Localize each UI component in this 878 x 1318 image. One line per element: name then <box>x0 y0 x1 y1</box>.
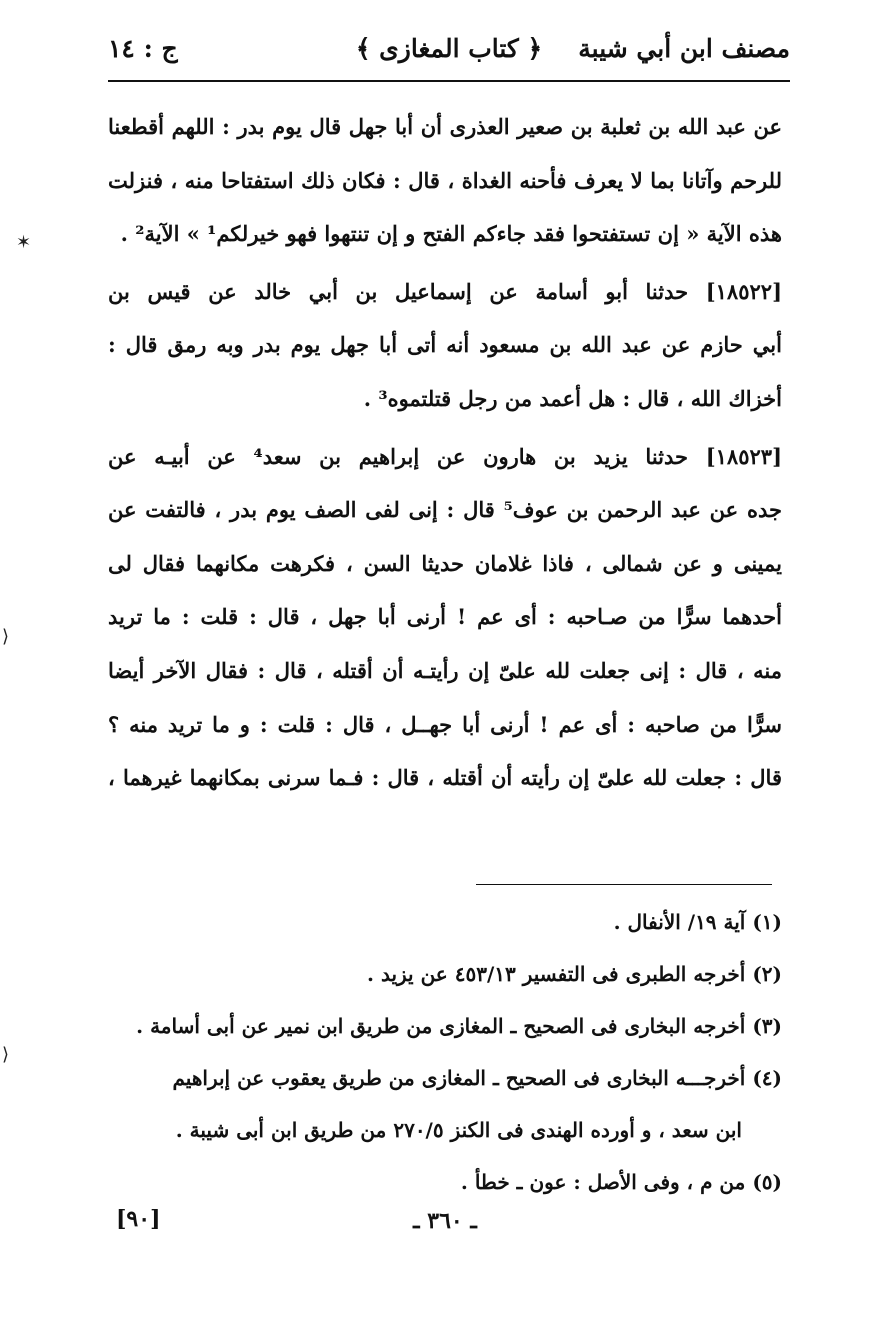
text-line: منه ، قال : إنى جعلت لله علىّ إن رأيتـه أن أقتله ، قال : فقال الآخر أيضا <box>108 657 782 683</box>
text-line: أحدهما سرًّا من صـاحبه : أى عم ! أرنى أبا جهل ، قال : قلت : ما تريد <box>108 604 782 630</box>
footnote-2: (٢) أخرجه الطبرى فى التفسير ٤٥٣/١٣ عن يزيد . <box>367 962 782 986</box>
text-line: عن عبد الله بن ثعلبة بن صعير العذرى أن أبا جهل قال يوم بدر : اللهم أقطعنا <box>108 114 782 139</box>
text-line: للرحم وآتانا بما لا يعرف فأحنه الغداة ، قال : فكان ذلك استفتاحا منه ، فنزلت <box>108 167 782 193</box>
footnote-1: (١) آية ١٩/ الأنفال . <box>613 910 782 934</box>
margin-tick-icon: ⟩ <box>2 1044 10 1065</box>
volume-page-number: [٩٠] <box>116 1206 161 1232</box>
page-footer <box>108 1200 782 1250</box>
footnote-divider <box>476 884 772 885</box>
section-title: ﴿ كتاب المغازى ﴾ <box>355 34 543 63</box>
text-line: سرًّا من صاحبه : أى عم ! أرنى أبا جهــل ، قال : قلت : و ما تريد منه ؟ <box>108 711 782 737</box>
page-number: ـ ٣٦٠ ـ <box>413 1208 477 1234</box>
main-text <box>108 100 782 805</box>
footnote-5: (٥) من م ، وفى الأصل : عون ـ خطأ . <box>460 1170 782 1194</box>
footnote-4: (٤) أخرجـــه البخارى فى الصحيح ـ المغازى من طريق يعقوب عن إبراهيم <box>172 1066 782 1090</box>
text-line: أبي حازم عن عبد الله بن مسعود أنه أتى أبا جهل يوم بدر وبه رمق قال : <box>108 332 782 358</box>
page-header <box>108 28 790 76</box>
book-title: مصنف ابن أبي شيبة <box>578 34 790 63</box>
margin-star-icon: ✶ <box>16 232 32 253</box>
text-line: هذه الآية « إن تستفتحوا فقد جاءكم الفتح و إن تنتهوا فهو خيرلكم¹ » الآية² . <box>120 221 782 247</box>
text-line: قال : جعلت لله علىّ إن رأيته أن أقتله ، قال : فـما سرنى بمكانهما غيرهما ، <box>108 765 782 791</box>
volume-label: ج : ١٤ <box>108 34 178 63</box>
text-line: يمينى و عن شمالى ، فاذا غلامان حديثا السن ، فكرهت مكانهما فقال لى <box>108 550 782 576</box>
hadith-18522-start: [١٨٥٢٢] حدثنا أبو أسامة عن إسماعيل بن أبي خالد عن قيس بن <box>108 278 782 304</box>
header-divider <box>108 80 790 82</box>
text-line: أخزاك الله ، قال : هل أعمد من رجل قتلتموه³ . <box>363 385 782 411</box>
hadith-18523-start: [١٨٥٢٣] حدثنا يزيد بن هارون عن إبراهيم بن سعد⁴ عن أبيـه عن <box>108 443 782 469</box>
footnote-4-continued: ابن سعد ، و أورده الهندى فى الكنز ٢٧٠/٥ من طريق ابن أبى شيبة . <box>175 1118 742 1142</box>
margin-tick-icon: ⟩ <box>2 626 10 647</box>
text-line: جده عن عبد الرحمن بن عوف⁵ قال : إنى لفى الصف يوم بدر ، فالتفت عن <box>108 497 782 523</box>
footnotes <box>108 896 782 1208</box>
footnote-3: (٣) أخرجه البخارى فى الصحيح ـ المغازى من طريق ابن نمير عن أبى أسامة . <box>136 1014 782 1038</box>
